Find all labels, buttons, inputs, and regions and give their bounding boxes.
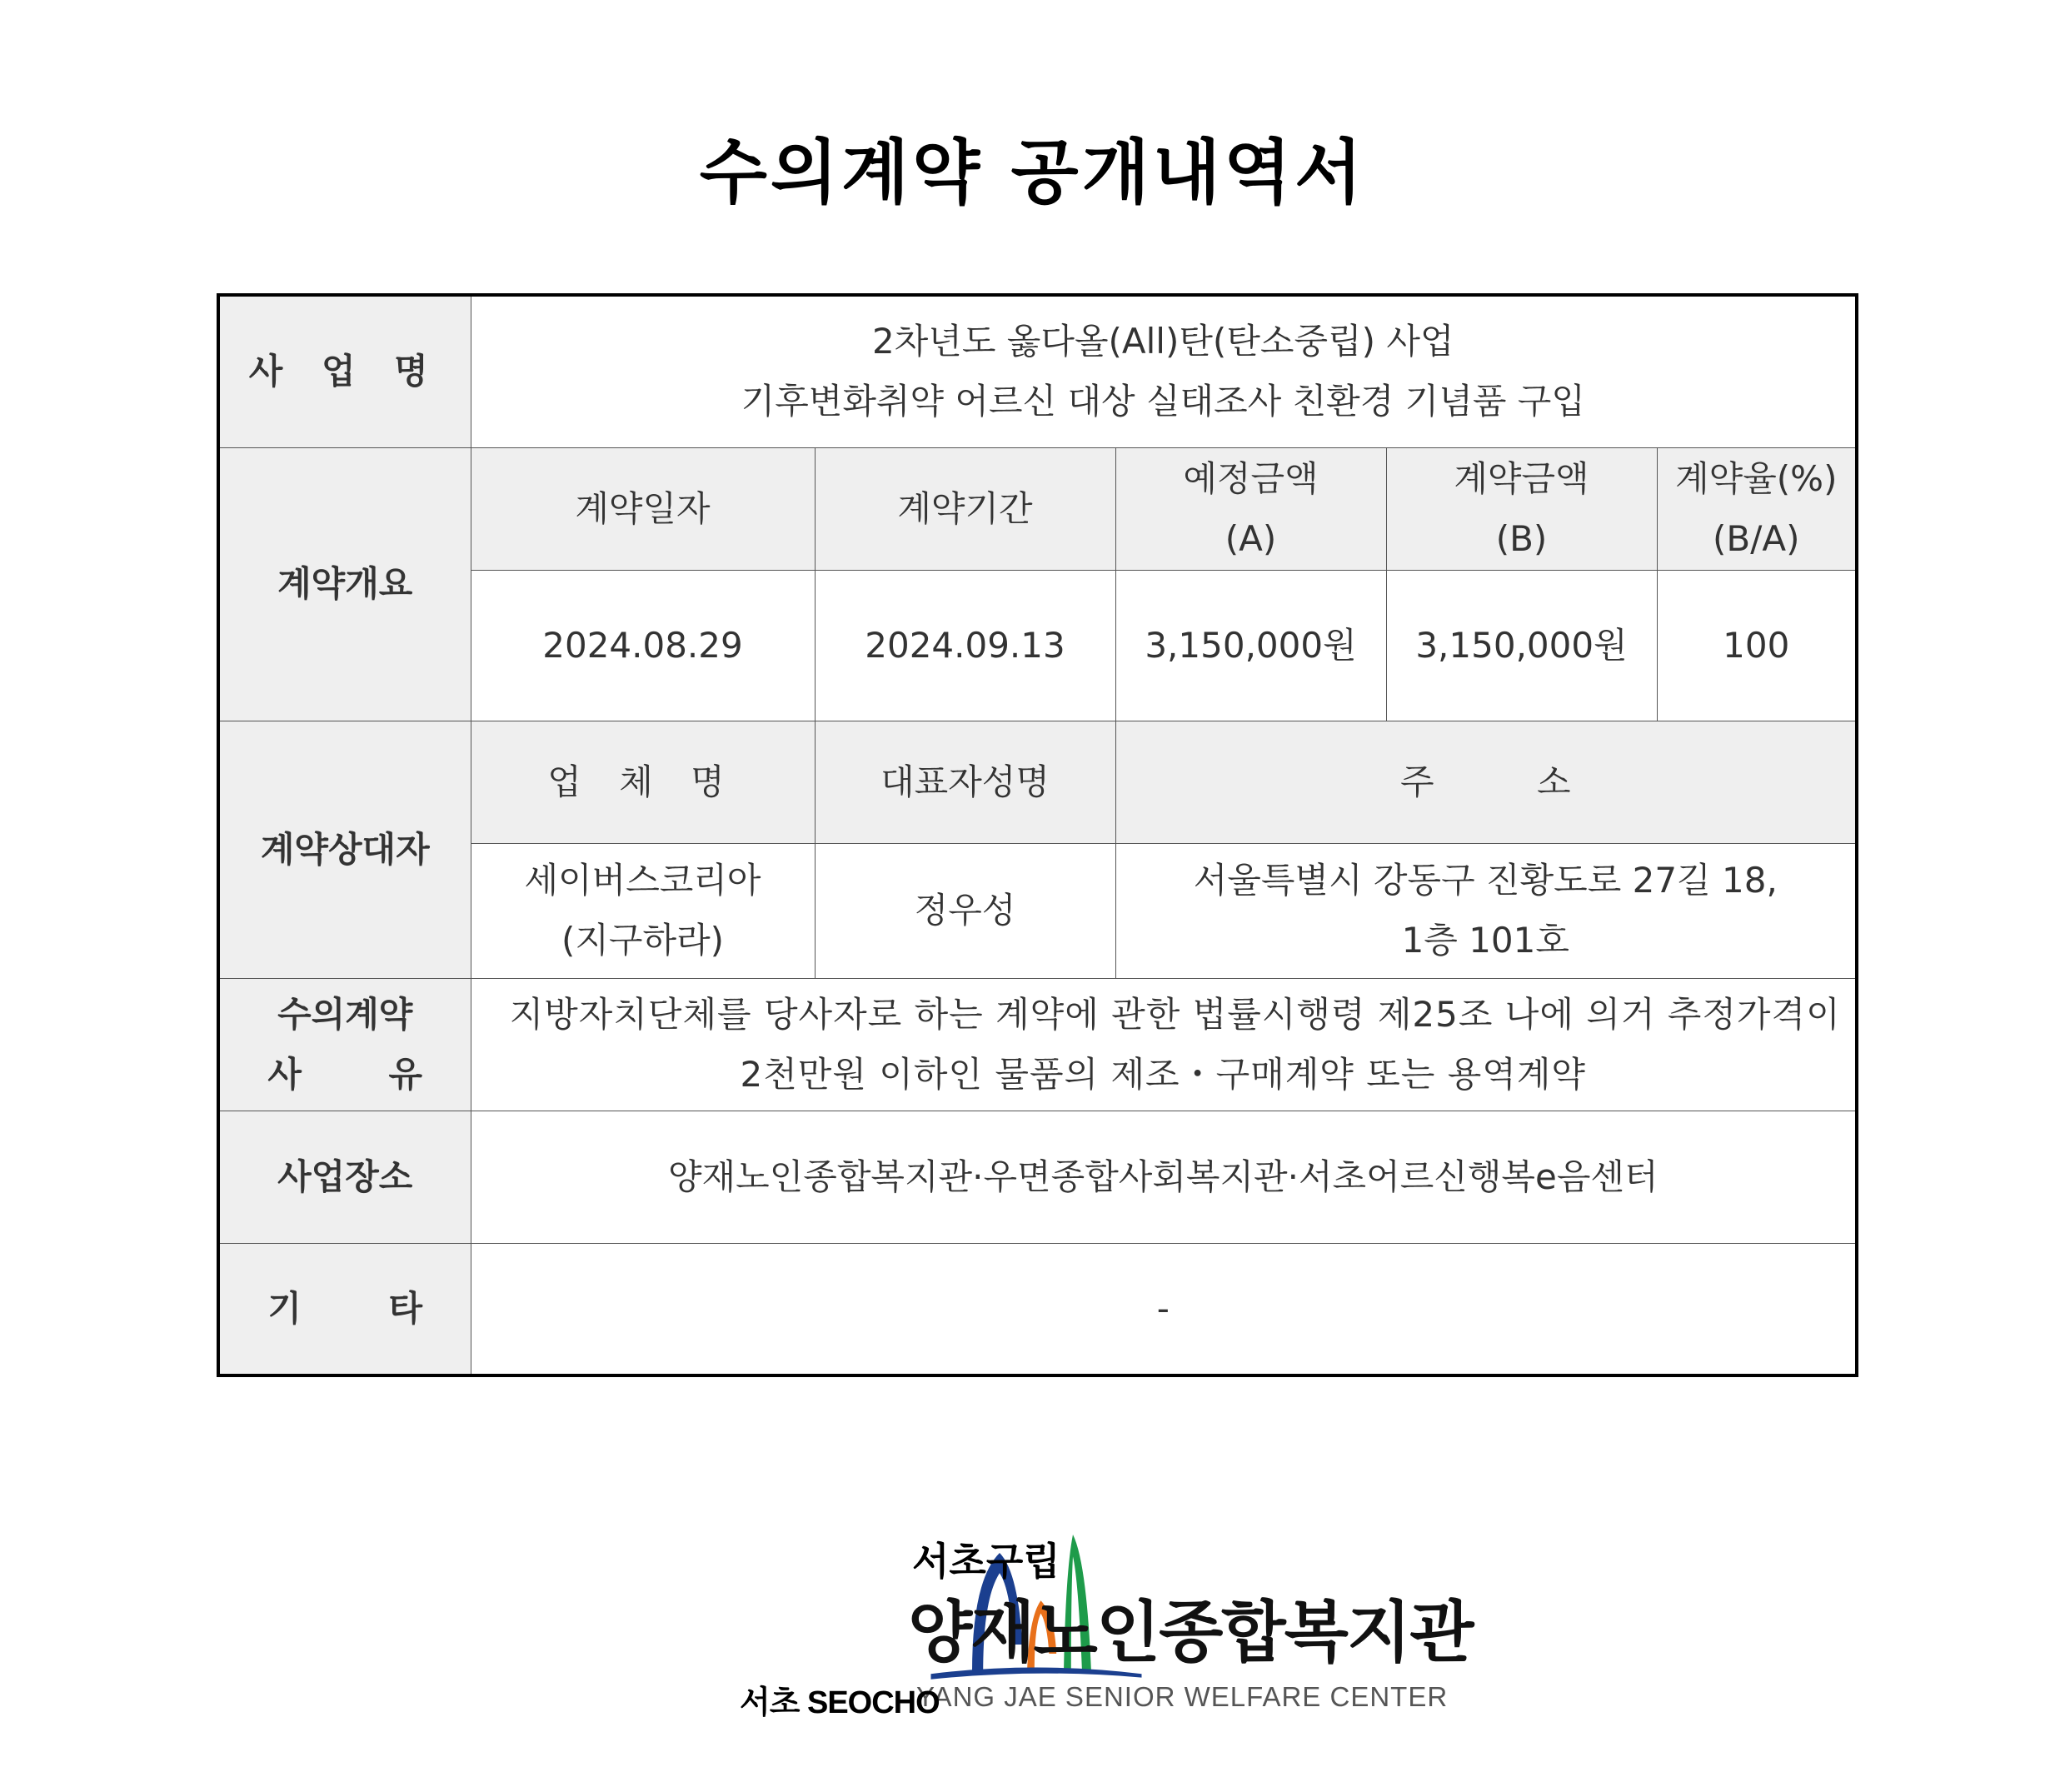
estimated-amount-header-line2: (A) bbox=[1225, 517, 1277, 559]
location-label: 사업장소 bbox=[218, 1111, 471, 1243]
reason-text bbox=[471, 978, 1857, 1111]
company-name-line2: (지구하라) bbox=[561, 920, 725, 961]
reason-line1: 지방자치단체를 당사자로 하는 계약에 관한 법률시행령 제25조 나에 의거 추정가격이 bbox=[485, 993, 1841, 1035]
page-title: 수의계약 공개내역서 bbox=[699, 132, 1366, 213]
contract-amount-header bbox=[1386, 447, 1657, 570]
company-header: 업 체 명 bbox=[471, 721, 815, 843]
other-value: - bbox=[471, 1243, 1857, 1375]
reason-label-line1: 수의계약 bbox=[277, 993, 413, 1035]
representative-header: 대표자성명 bbox=[815, 721, 1115, 843]
contract-rate-header bbox=[1657, 447, 1857, 570]
logo-seocho-text: 서초 SEOCHO bbox=[740, 1685, 940, 1720]
contract-period: 2024.09.13 bbox=[815, 570, 1115, 721]
project-label: 사 업 명 bbox=[218, 295, 471, 447]
contract-amount-header-line1: 계약금액 bbox=[1454, 457, 1589, 499]
contract-amount: 3,150,000원 bbox=[1386, 570, 1657, 721]
reason-label-line2: 사 유 bbox=[267, 1053, 423, 1095]
contract-rate-header-line1: 계약율(%) bbox=[1675, 457, 1838, 499]
address-line1: 서울특별시 강동구 진황도로 27길 18, bbox=[1193, 860, 1778, 901]
contract-rate-header-line2: (B/A) bbox=[1713, 517, 1800, 559]
address bbox=[1115, 843, 1857, 978]
location-value: 양재노인종합복지관·우면종합사회복지관·서초어르신행복e음센터 bbox=[471, 1111, 1857, 1243]
logo-title: 양재노인종합복지관 bbox=[908, 1594, 1473, 1671]
reason-row bbox=[218, 978, 1857, 1111]
logo-subtitle: 서초구립 bbox=[912, 1539, 1060, 1584]
project-name-line1: 2차년도 옳다올(All)탄(탄소중립) 사업 bbox=[872, 321, 1454, 362]
company-name-line1: 세이버스코리아 bbox=[524, 860, 761, 901]
overview-header-row bbox=[218, 447, 1857, 570]
counterparty-label: 계약상대자 bbox=[218, 721, 471, 978]
counterparty-header-row bbox=[218, 721, 1857, 843]
estimated-amount-header-line1: 예정금액 bbox=[1183, 457, 1319, 499]
address-line2: 1층 101호 bbox=[1401, 920, 1569, 961]
overview-label: 계약개요 bbox=[218, 447, 471, 721]
project-name-line2: 기후변화취약 어르신 대상 실태조사 친환경 기념품 구입 bbox=[741, 381, 1585, 422]
contract-rate: 100 bbox=[1657, 570, 1857, 721]
company-name bbox=[471, 843, 815, 978]
contract-period-header: 계약기간 bbox=[815, 447, 1115, 570]
reason-line2: 2천만원 이하인 물품의 제조・구매계약 또는 용역계약 bbox=[740, 1053, 1587, 1095]
contract-amount-header-line2: (B) bbox=[1495, 517, 1548, 559]
estimated-amount-header bbox=[1115, 447, 1386, 570]
estimated-amount: 3,150,000원 bbox=[1115, 570, 1386, 721]
representative-name: 정우성 bbox=[815, 843, 1115, 978]
contract-date: 2024.08.29 bbox=[471, 570, 815, 721]
contract-date-header: 계약일자 bbox=[471, 447, 815, 570]
logo-english: YANG JAE SENIOR WELFARE CENTER bbox=[916, 1681, 1449, 1712]
address-header: 주 소 bbox=[1115, 721, 1857, 843]
other-label: 기 타 bbox=[218, 1243, 471, 1375]
reason-label bbox=[218, 978, 471, 1111]
other-row bbox=[218, 1243, 1857, 1375]
location-row bbox=[218, 1111, 1857, 1243]
contract-table bbox=[217, 293, 1858, 1377]
project-name bbox=[471, 295, 1857, 447]
project-row bbox=[218, 295, 1857, 447]
